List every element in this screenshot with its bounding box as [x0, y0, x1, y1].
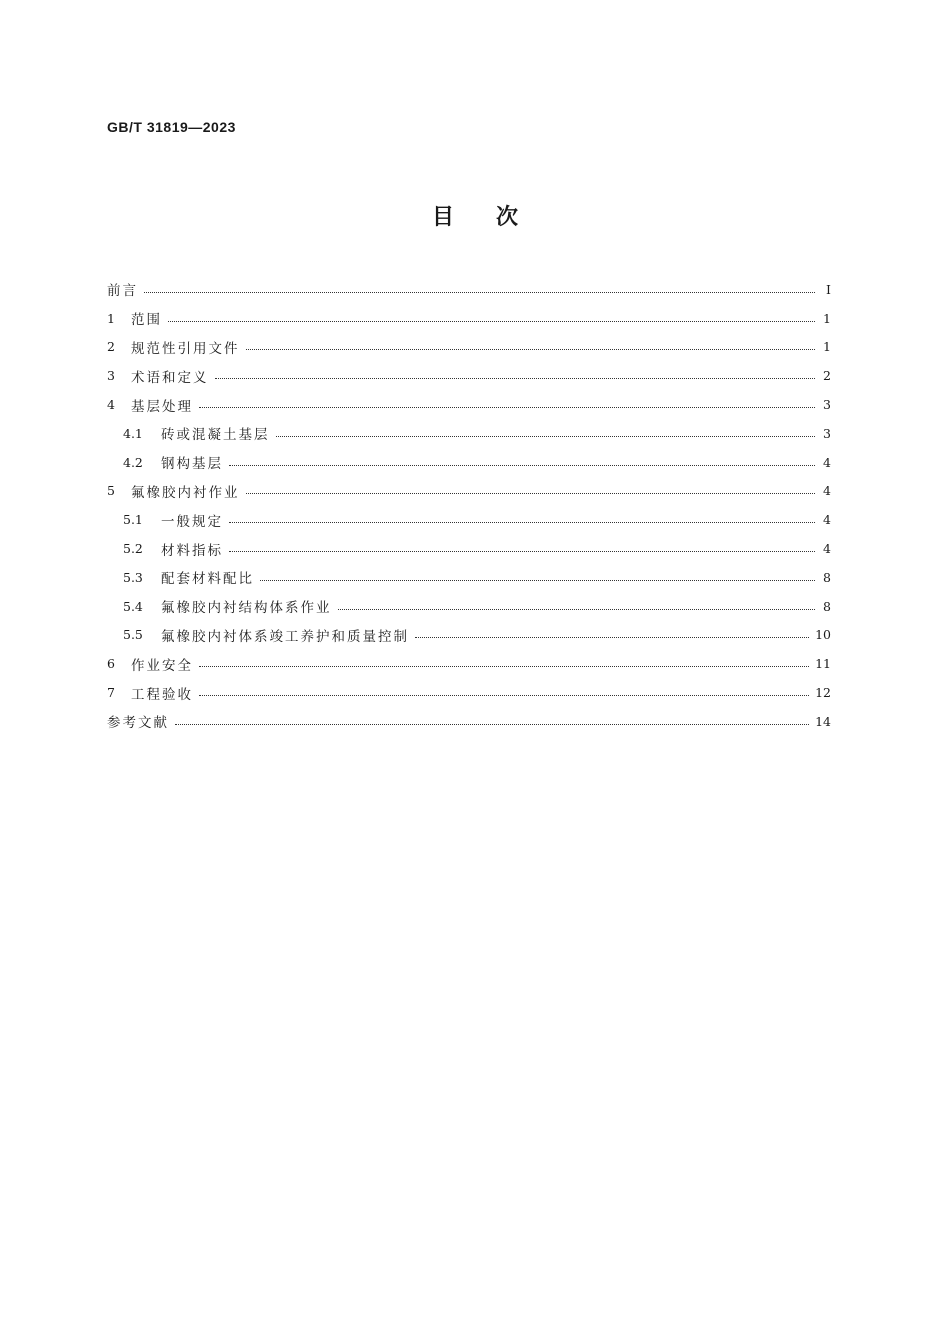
toc-entry-page: 2 — [823, 368, 831, 384]
toc-entry-number: 4 — [107, 397, 115, 413]
toc-entry-page: Ⅰ — [826, 281, 831, 297]
toc-entry-page: 1 — [823, 310, 831, 326]
toc-entry-number: 5.5 — [123, 627, 143, 643]
toc-dot-leader — [260, 580, 815, 581]
standard-code: GB/T 31819—2023 — [107, 119, 236, 135]
title-char-1: 目 — [431, 205, 454, 230]
toc-entry-page: 8 — [823, 569, 831, 585]
toc-dot-leader — [415, 637, 809, 638]
toc-entry[interactable] — [107, 477, 831, 506]
title-char-2: 次 — [496, 205, 519, 230]
toc-entry[interactable] — [107, 592, 831, 621]
toc-entry[interactable] — [107, 275, 831, 304]
toc-dot-leader — [215, 378, 816, 379]
toc-entry-page: 12 — [815, 685, 831, 701]
toc-entry-number: 5 — [107, 483, 115, 499]
toc-dot-leader — [276, 436, 816, 437]
toc-dot-leader — [175, 724, 809, 725]
toc-dot-leader — [246, 493, 816, 494]
toc-entry-page: 4 — [823, 483, 831, 499]
toc-entry-page: 10 — [815, 627, 831, 643]
toc-entry-title: 配套材料配比 — [161, 571, 254, 588]
toc-entry-title: 参考文献 — [107, 715, 169, 732]
toc-dot-leader — [144, 292, 815, 293]
toc-dot-leader — [168, 321, 815, 322]
toc-entry[interactable] — [107, 621, 831, 650]
toc-entry-title: 一般规定 — [161, 513, 223, 530]
toc-entry[interactable] — [107, 534, 831, 563]
toc-dot-leader — [338, 609, 816, 610]
toc-entry-number: 4.2 — [123, 454, 143, 470]
toc-entry-page: 4 — [823, 454, 831, 470]
page-title — [0, 200, 950, 231]
toc-entry-title: 术语和定义 — [131, 369, 209, 386]
toc-entry[interactable] — [107, 707, 831, 736]
toc-entry-page: 3 — [823, 397, 831, 413]
toc-entry-number: 4.1 — [123, 425, 143, 441]
toc-entry-number: 5.2 — [123, 541, 143, 557]
toc-entry-title: 作业安全 — [131, 657, 193, 674]
toc-entry-page: 3 — [823, 425, 831, 441]
toc-dot-leader — [199, 666, 809, 667]
toc-entry-number: 2 — [107, 339, 115, 355]
toc-entry-number: 1 — [107, 310, 115, 326]
toc-entry-title: 氟橡胶内衬作业 — [131, 484, 240, 501]
toc-entry-number: 3 — [107, 368, 115, 384]
toc-entry-page: 1 — [823, 339, 831, 355]
toc-entry-title: 氟橡胶内衬结构体系作业 — [161, 600, 332, 617]
toc-entry[interactable] — [107, 304, 831, 333]
toc-entry[interactable] — [107, 419, 831, 448]
toc-entry-title: 材料指标 — [161, 542, 223, 559]
toc-dot-leader — [246, 349, 816, 350]
toc-entry[interactable] — [107, 361, 831, 390]
toc-entry[interactable] — [107, 505, 831, 534]
table-of-contents — [107, 275, 831, 736]
toc-dot-leader — [229, 522, 815, 523]
toc-entry-title: 范围 — [131, 312, 162, 329]
toc-entry-number: 7 — [107, 685, 115, 701]
toc-entry[interactable] — [107, 448, 831, 477]
toc-entry[interactable] — [107, 390, 831, 419]
toc-entry-page: 11 — [815, 656, 831, 672]
toc-dot-leader — [199, 695, 809, 696]
toc-entry-page: 4 — [823, 512, 831, 528]
toc-dot-leader — [229, 551, 815, 552]
toc-entry-title: 砖或混凝土基层 — [161, 427, 270, 444]
toc-dot-leader — [199, 407, 815, 408]
toc-dot-leader — [229, 465, 815, 466]
toc-entry-number: 5.4 — [123, 598, 143, 614]
toc-entry-page: 14 — [815, 713, 831, 729]
toc-entry-title: 工程验收 — [131, 686, 193, 703]
toc-entry[interactable] — [107, 649, 831, 678]
toc-entry-page: 8 — [823, 598, 831, 614]
toc-entry-title: 氟橡胶内衬体系竣工养护和质量控制 — [161, 628, 409, 645]
toc-entry-page: 4 — [823, 541, 831, 557]
toc-entry[interactable] — [107, 563, 831, 592]
toc-entry-number: 6 — [107, 656, 115, 672]
toc-entry-title: 钢构基层 — [161, 456, 223, 473]
toc-entry[interactable] — [107, 333, 831, 362]
toc-entry[interactable] — [107, 678, 831, 707]
toc-entry-title: 前言 — [107, 283, 138, 300]
toc-entry-title: 规范性引用文件 — [131, 340, 240, 357]
toc-entry-number: 5.1 — [123, 512, 143, 528]
toc-entry-number: 5.3 — [123, 569, 143, 585]
toc-entry-title: 基层处理 — [131, 398, 193, 415]
